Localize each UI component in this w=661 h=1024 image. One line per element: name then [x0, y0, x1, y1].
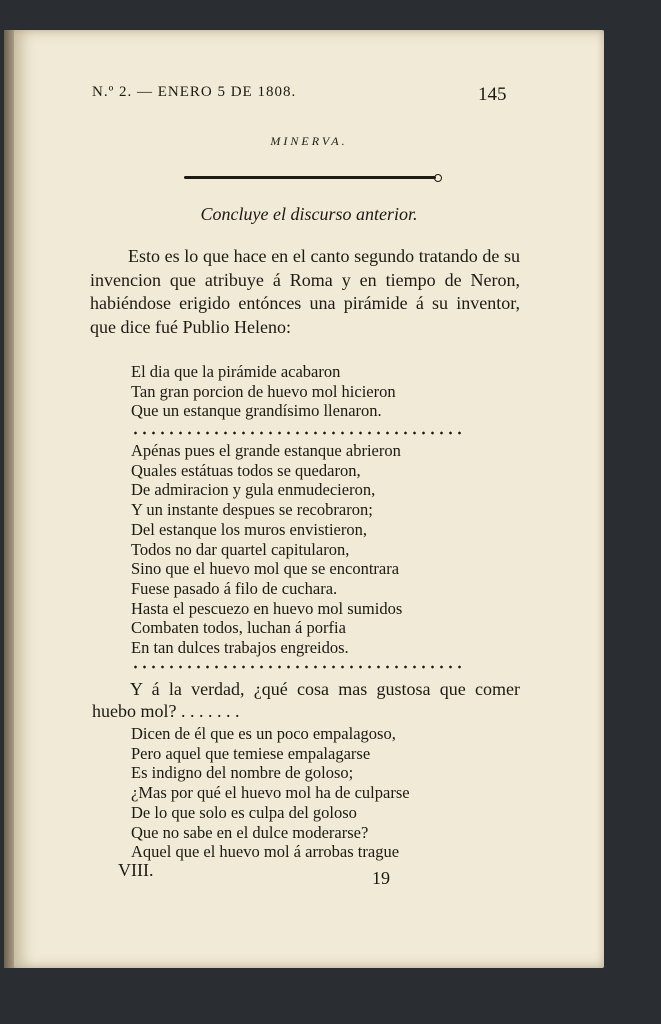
verse-line: Pero aquel que temiese empalagarse	[131, 743, 371, 763]
verse-line: Es indigno del nombre de goloso;	[131, 763, 354, 783]
verse-line: Apénas pues el grande estanque abrieron	[131, 441, 401, 460]
verse-line: ¿Mas por qué el huevo mol ha de culparse	[131, 783, 410, 803]
section-title: Concluye el discurso anterior.	[200, 204, 418, 224]
verse-block-1	[131, 362, 511, 421]
verse-line: Quales estátuas todos se quedaron,	[131, 460, 361, 480]
verse-line: Fuese pasado á filo de cuchara.	[131, 578, 338, 598]
ornamental-rule	[184, 176, 436, 179]
paragraph-1	[90, 245, 520, 339]
verse-line: Todos no dar quartel capitularon,	[131, 539, 350, 559]
ellipsis-separator	[131, 430, 461, 436]
masthead-title: MINERVA.	[270, 134, 348, 148]
running-head: N.º 2. — ENERO 5 DE 1808.	[92, 84, 297, 100]
verse-line: El dia que la pirámide acabaron	[131, 362, 341, 381]
verse-line: Combaten todos, luchan á porfia	[131, 618, 346, 638]
verse-line: Y un instante despues se recobraron;	[131, 500, 373, 520]
ellipsis-separator	[131, 664, 461, 670]
signature-mark: VIII.	[118, 860, 154, 880]
verse-line: En tan dulces trabajos engreidos.	[131, 638, 349, 658]
paragraph-2-text: Y á la verdad, ¿qué cosa mas gustosa que comer huebo mol? . . . . . . .	[92, 679, 520, 721]
verse-line: De admiracion y gula enmudecieron,	[131, 480, 376, 500]
page-number: 145	[478, 84, 507, 105]
sheet-number: 19	[372, 868, 390, 888]
verse-line: Del estanque los muros envistieron,	[131, 519, 367, 539]
verse-block-3	[131, 724, 511, 862]
verse-block-2	[131, 441, 511, 658]
verse-line: Sino que el huevo mol que se encontrara	[131, 559, 400, 579]
verse-line: Hasta el pescuezo en huevo mol sumidos	[131, 598, 403, 618]
paragraph-1-text: Esto es lo que hace en el canto segundo tratando de su invencion que atribuye á Roma y en tiempo de Neron, habiéndose erigido entónces una pirámide á su inventor, que dice fué Publio Heleno:	[90, 246, 520, 337]
verse-line: Que un estanque grandísimo llenaron.	[131, 401, 382, 421]
paragraph-2	[92, 678, 520, 722]
verse-line: Dicen de él que es un poco empalagoso,	[131, 724, 396, 743]
verse-line: De lo que solo es culpa del goloso	[131, 802, 357, 822]
verse-line: Aquel que el huevo mol á arrobas trague	[131, 842, 400, 862]
verse-line: Tan gran porcion de huevo mol hicieron	[131, 381, 396, 401]
verse-line: Que no sabe en el dulce moderarse?	[131, 822, 369, 842]
